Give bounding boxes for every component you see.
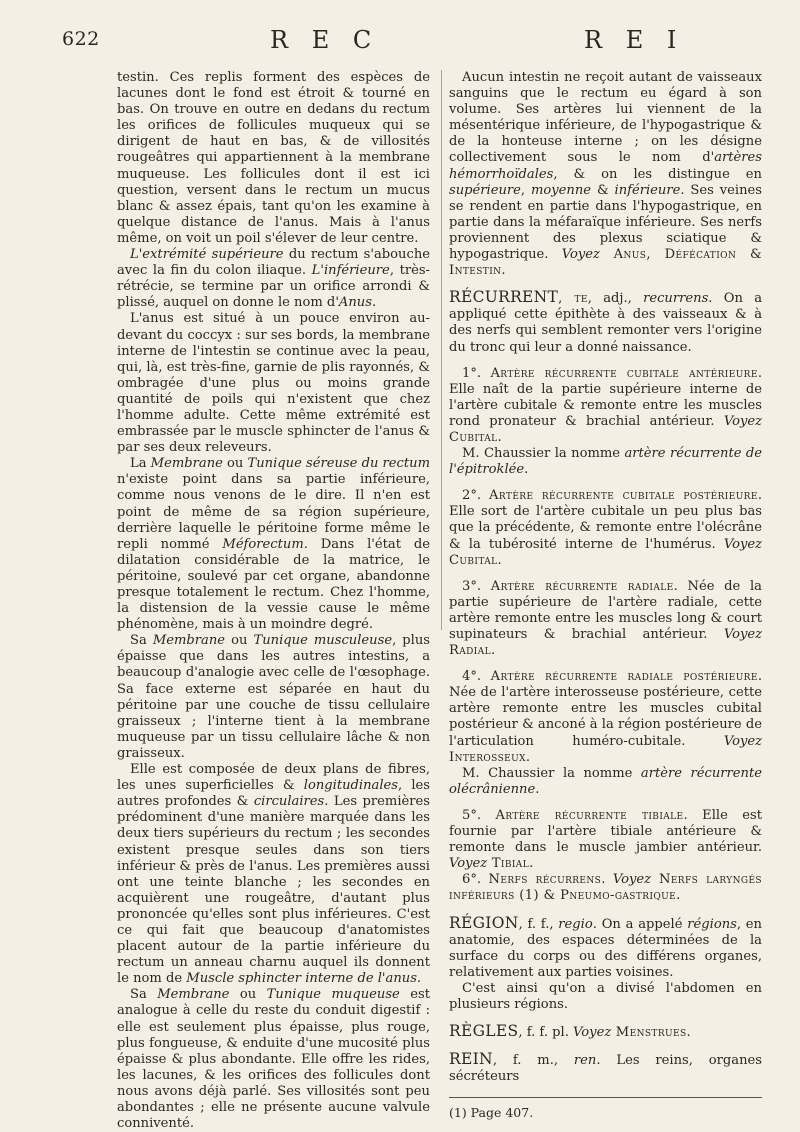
- number: 6°.: [462, 872, 489, 888]
- number: 3°.: [462, 578, 491, 594]
- headword: REIN: [449, 1050, 493, 1069]
- paragraph: L'anus est situé à un pouce environ au-devant du coccyx : sur ses bords, la membrane interne de l'intestin se continue avec la peau, qui, là, est très-fine, garnie de plis rayonnés, & ombragée d'une plus ou moins grande quantité de poils qui n'existent que chez l'homme adulte. Cette même extrémité est embrassée par le muscle sphincter de l'anus & par ses deux releveurs.: [117, 311, 430, 456]
- paragraph: [117, 987, 430, 1132]
- term: circulaires: [253, 794, 325, 810]
- text-run: .: [416, 971, 422, 987]
- term: supérieure: [449, 182, 521, 198]
- voyez: Voyez: [573, 1025, 612, 1041]
- text-run: ou: [225, 633, 254, 649]
- latin-term: regio: [558, 916, 593, 932]
- text-run: , très-rétrécie, se termine par un orifice arrondi & plissé, auquel on donne le nom d': [117, 263, 430, 311]
- voyez: Voyez: [449, 856, 488, 872]
- column-divider: [441, 70, 442, 630]
- cross-reference: Menstrues.: [611, 1025, 692, 1041]
- right-column: [449, 70, 762, 1121]
- cross-reference: Nerfs laryngés inférieurs (1) & Pneumo-gastrique.: [449, 872, 762, 904]
- text-run: ,: [520, 182, 531, 198]
- text-run: Sa: [130, 987, 158, 1003]
- term: Méforectum: [222, 536, 304, 552]
- subentry-1: [449, 366, 762, 446]
- footnote-divider: [449, 1097, 762, 1098]
- headword: RÈGLES: [449, 1022, 519, 1041]
- text-run: . On a appelé: [592, 916, 688, 932]
- subentry-3: [449, 579, 762, 659]
- paragraph: [117, 456, 430, 633]
- grammar: , te: [558, 291, 588, 307]
- voyez: Voyez: [723, 413, 762, 429]
- entry-regles: [449, 1023, 762, 1041]
- text-run: . Elle naît de la partie supérieure interne de l'artère cubitale & remonte entre les muscles rond pronateur & brachial antérieur.: [449, 365, 762, 429]
- paragraph: testin. Ces replis forment des espèces de lacunes dont le fond est étroit & tourné en bas. On trouve en outre en dedans du rectum les orifices de follicules muqueux qui se dirigent de haut en bas, & de villosités rougeâtres qui appartiennent à la membrane muqueuse. Les follicules dont il est ici question, versent dans le rectum un mucus blanc & assez épais, tant qu'on les examine à quelque distance de l'anus. Mais à l'anus même, on voit un poil s'élever de leur centre.: [117, 70, 430, 246]
- text-run: , les autres profondes &: [117, 778, 430, 810]
- number: 5°.: [462, 807, 496, 823]
- text-run: .: [371, 295, 377, 311]
- latin-term: ren: [573, 1053, 597, 1069]
- text-run: &: [591, 182, 615, 198]
- term: Tunique séreuse du rectum: [247, 456, 430, 472]
- subentry-4: [449, 669, 762, 766]
- term: moyenne: [530, 182, 592, 198]
- cross-reference: Cubital.: [449, 429, 503, 445]
- text-run: ou: [222, 456, 248, 472]
- text-run: . On a appliqué cette épithète à des vaisseaux & à des nerfs qui semblent remonter vers l'origine du tronc qui leur a donné naissance.: [449, 291, 762, 355]
- number: 4°.: [462, 669, 491, 685]
- headword: RÉCURRENT: [449, 288, 559, 307]
- paragraph: [449, 446, 762, 478]
- subentry-6: [449, 872, 762, 904]
- text-run: . Elle est fournie par l'artère tibiale antérieure & remonte dans le muscle jambier antérieur.: [449, 807, 762, 856]
- text-run: ou: [229, 987, 267, 1003]
- entry-rein: [449, 1051, 762, 1085]
- running-head-right: R E I: [584, 26, 685, 54]
- text-run: , en anatomie, des espaces déterminées de la surface du corps ou des différens organes, relativement aux parties voisines.: [449, 916, 762, 980]
- latin-term: recurrens: [643, 291, 709, 307]
- text-run: Aucun intestin ne reçoit autant de vaisseaux sanguins que le rectum eu égard à son volume. Ses artères lui viennent de la mésentérique inférieure, de l'hypogastrique & de la honteuse interne ; on les désigne collectivement sous le nom d': [449, 70, 762, 166]
- text-run: . Née de la partie supérieure de l'artère radiale, cette artère remonte entre les muscles long & court supinateurs & brachial antérieur.: [449, 578, 762, 642]
- text-run: .: [601, 872, 613, 888]
- text-run: , adj.,: [587, 291, 644, 307]
- paragraph: [449, 766, 762, 798]
- text-run: .: [524, 462, 529, 478]
- number: 1°.: [462, 365, 491, 381]
- voyez: Voyez: [723, 733, 762, 749]
- text-run: . Dans l'état de dilatation considérable de la matrice, le péritoine, soulevé par cet organe, abandonne presque totalement le rectum. Chez l'homme, la distension de la vessie cause le même phénomène, mais à un moindre degré.: [117, 536, 430, 633]
- term: Tunique muqueuse: [266, 987, 400, 1003]
- subentry-title: Artère récurrente radiale postérieure: [490, 669, 758, 685]
- paragraph: C'est ainsi qu'on a divisé l'abdomen en plusieurs régions.: [449, 980, 762, 1012]
- term: artère récurrente olécrânienne: [449, 765, 763, 797]
- voyez: Voyez: [612, 872, 652, 888]
- grammar: , f. f.,: [518, 916, 559, 932]
- paragraph: [117, 762, 430, 987]
- term: inférieure: [614, 182, 681, 198]
- paragraph: [449, 70, 762, 279]
- cross-reference: Radial.: [449, 643, 496, 659]
- text-run: n'existe point dans sa partie inférieure, comme nous venons de le dire. Il n'en est point de même de sa région supérieure, derrière laquelle le péritoine forme même le repli nommé: [117, 472, 430, 552]
- term: L'inférieure: [311, 263, 390, 279]
- text-run: . Les premières prédominent d'une manière marquée dans les deux tiers supérieurs du rectum ; les secondes existent presque seules dans son tiers inférieur & près de l'anus. Les premières aussi ont une teinte blanche ; les secondes en acquièrent une rougeâtre, d'autant plus prononcée qu'elles sont plus inférieures. C'est ce qui fait que beaucoup d'anatomistes placent autour de la partie inférieure du rectum un anneau charnu auquel ils donnent le nom de: [117, 794, 430, 987]
- grammar: , f. f. pl.: [518, 1025, 574, 1041]
- page-number: 622: [62, 28, 100, 50]
- text-run: . Elle sort de l'artère cubitale un peu plus bas que la précédente, & remonte entre l'olécrâne & la tubérosité interne de l'humérus.: [449, 488, 762, 552]
- subentry-5: [449, 808, 762, 872]
- term: Anus: [338, 295, 372, 311]
- subentry-2: [449, 488, 762, 568]
- term: artères hémorrhoïdales: [449, 150, 762, 182]
- text-run: est analogue à celle du reste du conduit digestif : elle est seulement plus épaisse, plus rouge, plus fongueuse, & enduite d'une mucosité plus épaisse & plus abondante. Elle offre les rides, les lacunes, & les orifices des follicules dont nous avons déjà parlé. Ses villosités sont peu abondantes ; elle ne présente aucune valvule conniventé.: [117, 987, 430, 1132]
- left-column: [117, 70, 430, 1132]
- term: longitudinales: [303, 778, 398, 794]
- text-run: Sa: [130, 633, 153, 649]
- text-run: , plus épaisse que dans les autres intestins, a beaucoup d'analogie avec celle de l'œsophage. Sa face externe est séparée en haut du péritoine par une couche de tissu cellulaire graisseux ; l'interne tient à la membrane muqueuse par un tissu cellulaire lâche & non graisseux.: [117, 633, 431, 761]
- voyez: Voyez: [561, 247, 600, 263]
- text-run: M. Chaussier la nomme: [462, 446, 625, 462]
- grammar: , f. m.,: [492, 1053, 574, 1069]
- footnote: (1) Page 407.: [449, 1105, 534, 1121]
- number: 2°.: [462, 488, 490, 504]
- text-run: .: [535, 781, 540, 797]
- entry-region: [449, 915, 762, 981]
- running-head-left: R E C: [270, 26, 380, 54]
- voyez: Voyez: [723, 627, 762, 642]
- subentry-title: Artère récurrente cubitale postérieure: [489, 488, 758, 504]
- term: Membrane: [150, 456, 223, 472]
- term: Membrane: [157, 987, 230, 1003]
- term: Tunique musculeuse: [253, 633, 393, 649]
- page-header: [62, 22, 762, 62]
- cross-reference: Cubital.: [449, 552, 503, 568]
- subentry-title: Artère récurrente cubitale antérieure: [490, 365, 758, 381]
- term: L'extrémité supérieure: [130, 247, 284, 263]
- text-run: . Ses veines se rendent en partie dans l'hypogastrique, en partie dans la méfaraïque inférieure. Ses nerfs proviennent des plexus sciatique & hypogastrique.: [449, 182, 762, 263]
- voyez: Voyez: [723, 536, 762, 552]
- headword: RÉGION: [449, 913, 519, 932]
- text-run: du rectum s'abouche avec la fin du colon iliaque.: [117, 247, 430, 279]
- term: Membrane: [152, 633, 226, 649]
- cross-reference: Anus, Défécation & Intestin.: [449, 247, 762, 279]
- entry-recurrent: [449, 289, 762, 355]
- paragraph: [117, 633, 430, 762]
- text-run: . Les reins, organes sécréteurs: [449, 1053, 762, 1085]
- text-run: M. Chaussier la nomme: [462, 765, 641, 781]
- cross-reference: Tibial.: [487, 856, 534, 872]
- term: artère récurrente de l'épitroklée: [449, 446, 763, 478]
- text-run: La: [130, 456, 151, 472]
- text-run: Elle est composée de deux plans de fibres, les unes superficielles &: [117, 762, 430, 794]
- term: Muscle sphincter interne de l'anus: [186, 971, 417, 987]
- text-run: , & on les distingue en: [553, 166, 762, 182]
- term: régions: [687, 916, 737, 932]
- cross-reference: Interosseux.: [449, 749, 531, 765]
- text-run: . Née de l'artère interosseuse postérieure, cette artère remonte entre les muscles cubital postérieur & anconé à la région postérieure de l'articulation huméro-cubitale.: [449, 669, 763, 749]
- paragraph: [117, 247, 430, 311]
- subentry-title: Artère récurrente radiale: [490, 578, 674, 594]
- subentry-title: Artère récurrente tibiale: [495, 807, 684, 823]
- subentry-title: Nerfs récurrens: [488, 872, 602, 888]
